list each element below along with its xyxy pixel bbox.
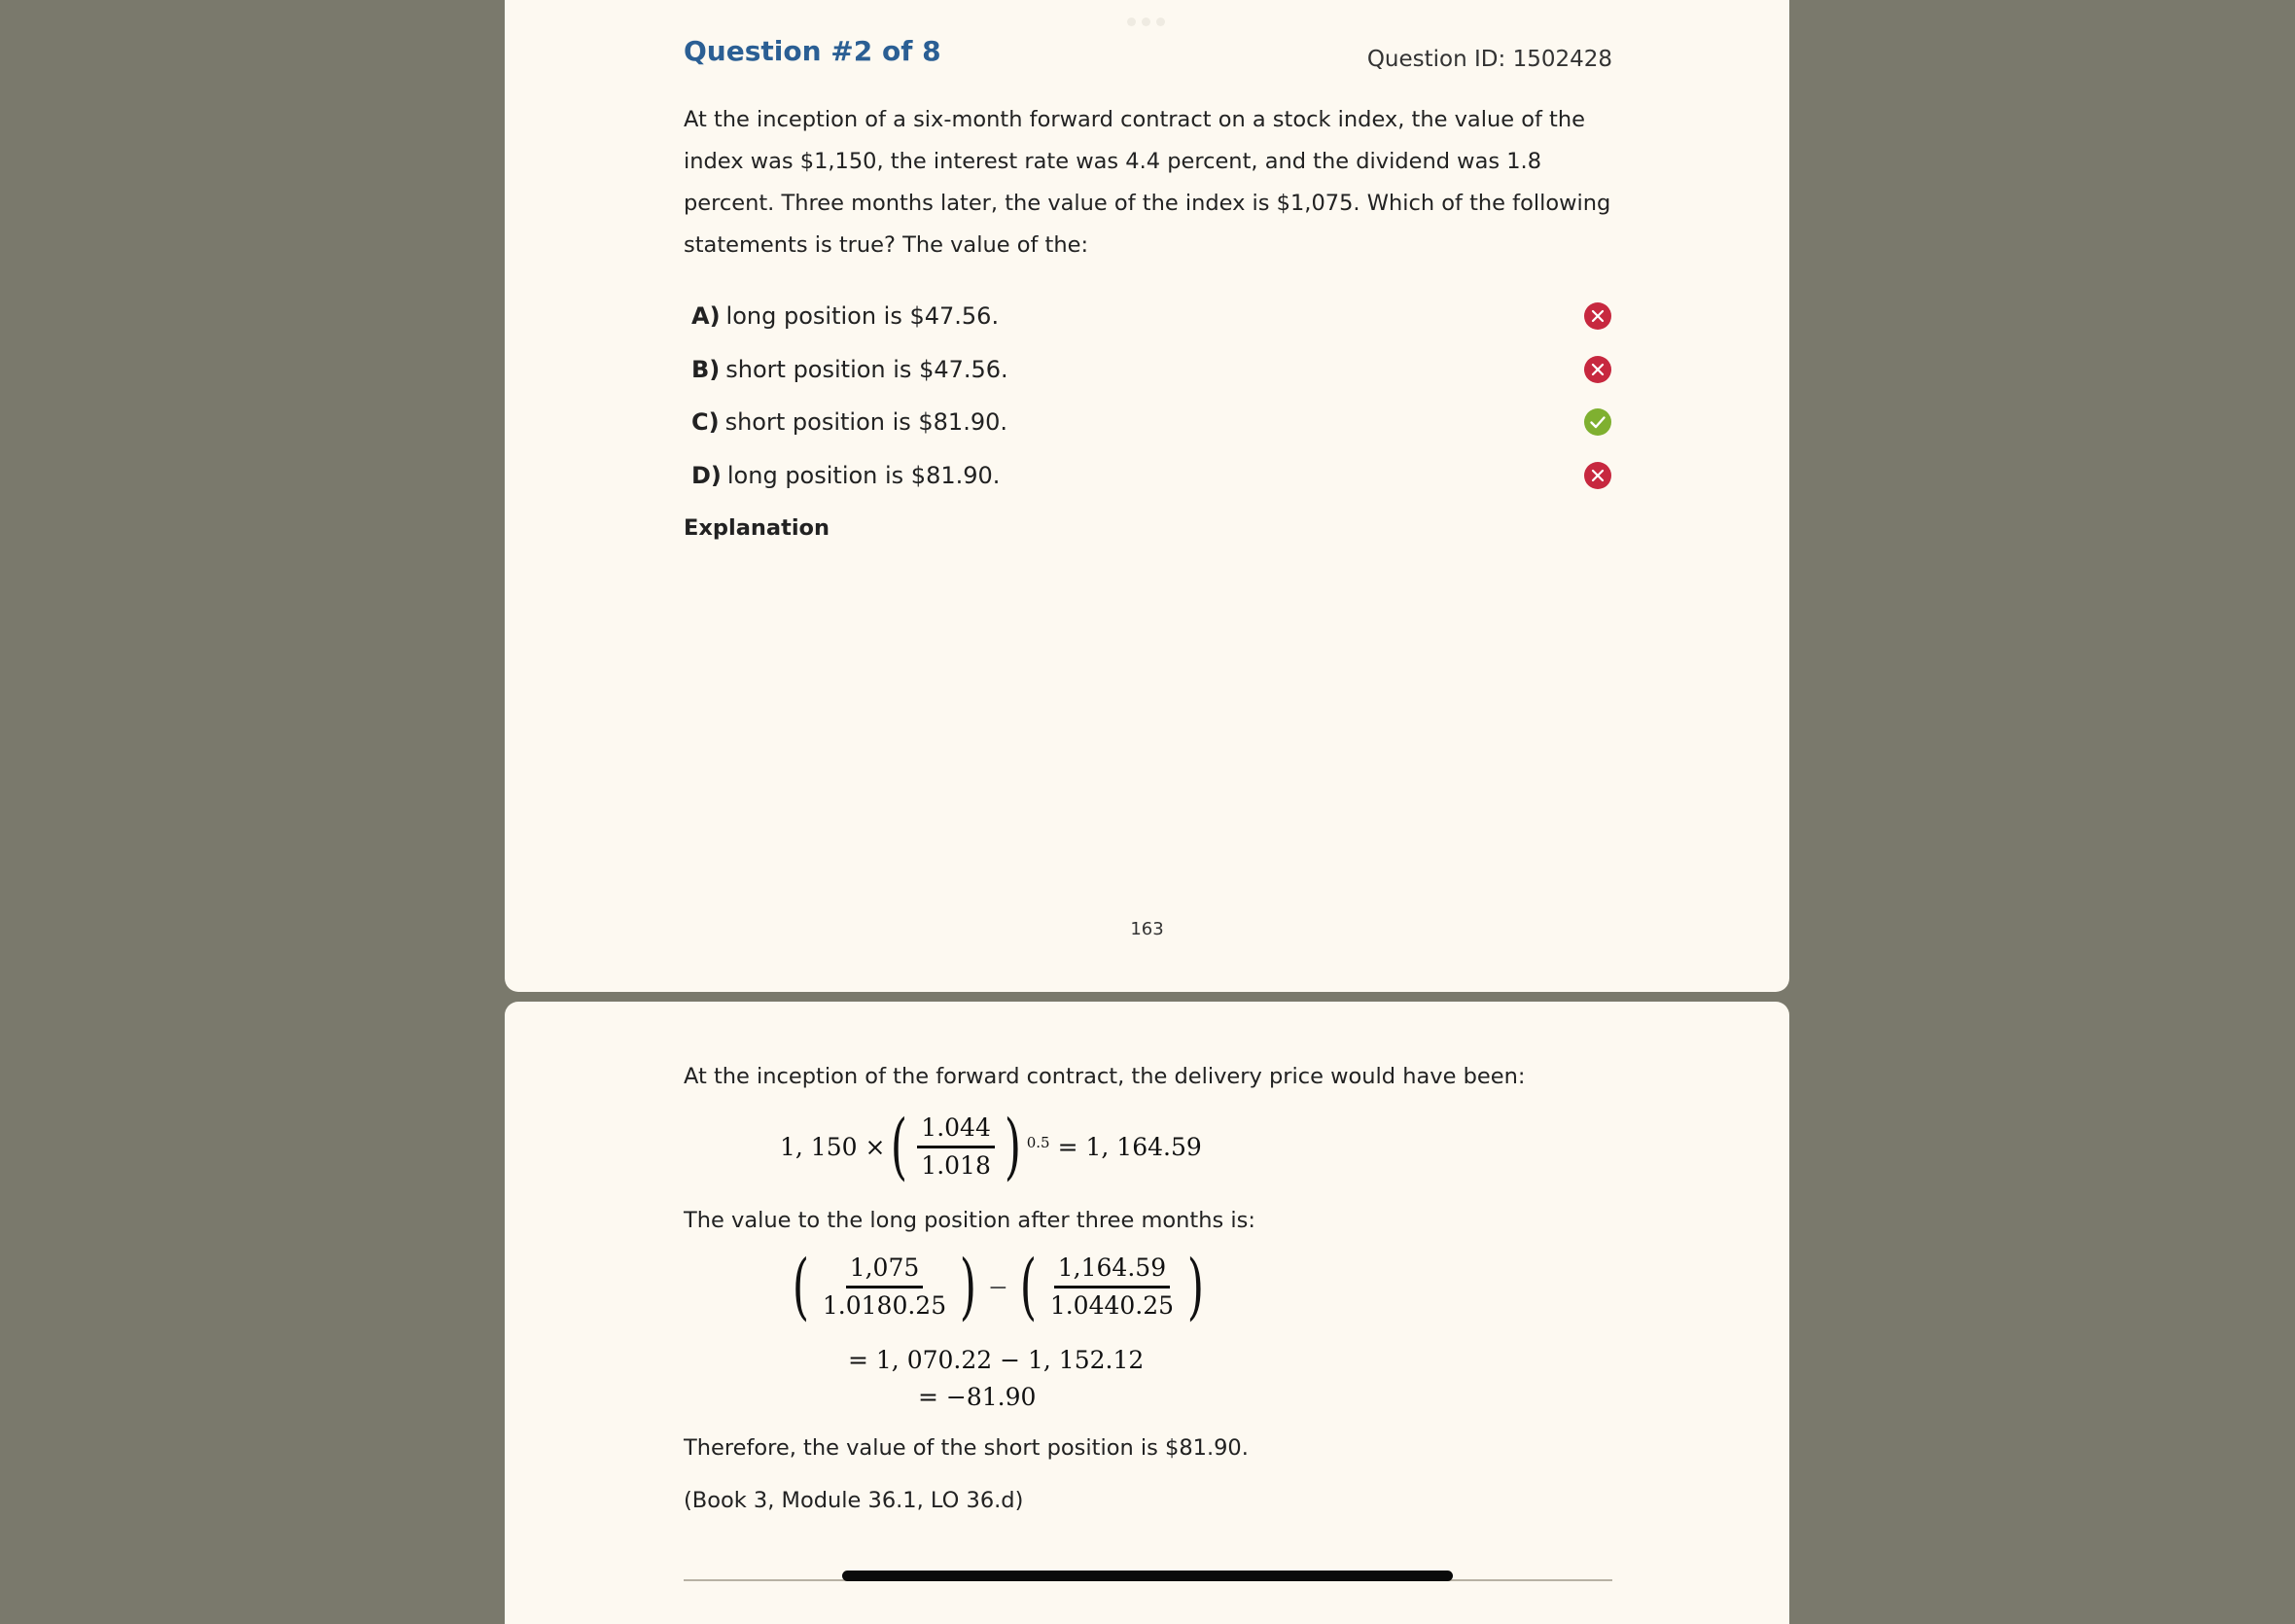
- x-circle-icon: [1583, 301, 1612, 331]
- delivery-price-equation: [780, 1105, 1202, 1188]
- choice-letter: D): [691, 461, 722, 489]
- page-163: [505, 0, 1789, 992]
- eq1-fraction: [917, 1113, 995, 1181]
- eq2-fraction-1: [819, 1253, 950, 1321]
- choice-a[interactable]: [684, 290, 1612, 343]
- eq2-line-2: = 1, 070.22 − 1, 152.12: [848, 1346, 1145, 1374]
- eq2-denominator-2: 1.0440.25: [1049, 1290, 1175, 1320]
- choice-letter: B): [691, 355, 721, 383]
- eq1-rhs: = 1, 164.59: [1057, 1132, 1202, 1161]
- long-position-intro: The value to the long position after three months is:: [684, 1208, 1255, 1233]
- eq1-denominator: 1.018: [921, 1150, 991, 1180]
- page-handle-dots: [1127, 18, 1165, 26]
- right-paren: ): [1186, 1245, 1205, 1328]
- choice-letter: C): [691, 408, 720, 437]
- left-paren: (: [1019, 1245, 1038, 1328]
- choice-b[interactable]: [684, 343, 1612, 397]
- right-paren: ): [959, 1245, 977, 1328]
- eq2-denominator-1: 1.0180.25: [822, 1290, 947, 1320]
- check-circle-icon: [1583, 407, 1612, 437]
- x-circle-icon: [1583, 461, 1612, 490]
- reference: (Book 3, Module 36.1, LO 36.d): [684, 1488, 1024, 1513]
- conclusion: Therefore, the value of the short position is $81.90.: [684, 1435, 1249, 1461]
- left-paren: (: [891, 1105, 908, 1188]
- right-paren: ): [1004, 1105, 1021, 1188]
- long-value-equation: [787, 1245, 1210, 1328]
- page-number: 163: [1130, 919, 1164, 939]
- question-id: Question ID: 1502428: [1366, 47, 1612, 72]
- eq2-fraction-2: [1046, 1253, 1178, 1321]
- eq2-numerator-1: 1,075: [846, 1253, 924, 1289]
- minus-sign: −: [987, 1272, 1008, 1301]
- choice-text: long position is $47.56.: [725, 302, 1000, 331]
- choice-d[interactable]: [684, 449, 1612, 503]
- choice-text: short position is $81.90.: [724, 408, 1007, 437]
- choice-c[interactable]: [684, 396, 1612, 449]
- question-stem: At the inception of a six-month forward contract on a stock index, the value of the index was $1,150, the interest rate was 4.4 percent, and the dividend was 1.8 percent. Three months later, the value of the index is $1,075. Which of the following statements is true? The value of the:: [684, 107, 1611, 258]
- explanation-heading: Explanation: [684, 515, 830, 541]
- question-title: Question #2 of 8: [684, 35, 941, 67]
- choice-text: short position is $47.56.: [725, 355, 1008, 383]
- x-circle-icon: [1583, 355, 1612, 384]
- eq1-exponent: 0.5: [1026, 1134, 1050, 1151]
- page-164: [505, 1002, 1789, 1624]
- choice-letter: A): [691, 302, 721, 331]
- explanation-intro: At the inception of the forward contract, the delivery price would have been:: [684, 1064, 1526, 1089]
- eq2-numerator-2: 1,164.59: [1054, 1253, 1170, 1289]
- home-indicator[interactable]: [842, 1571, 1453, 1581]
- eq2-line-3: = −81.90: [918, 1383, 1037, 1411]
- choice-text: long position is $81.90.: [726, 461, 1001, 489]
- eq1-numerator: 1.044: [917, 1113, 995, 1148]
- answer-choices: [684, 290, 1612, 502]
- eq1-lhs: 1, 150 ×: [780, 1132, 886, 1161]
- left-paren: (: [792, 1245, 810, 1328]
